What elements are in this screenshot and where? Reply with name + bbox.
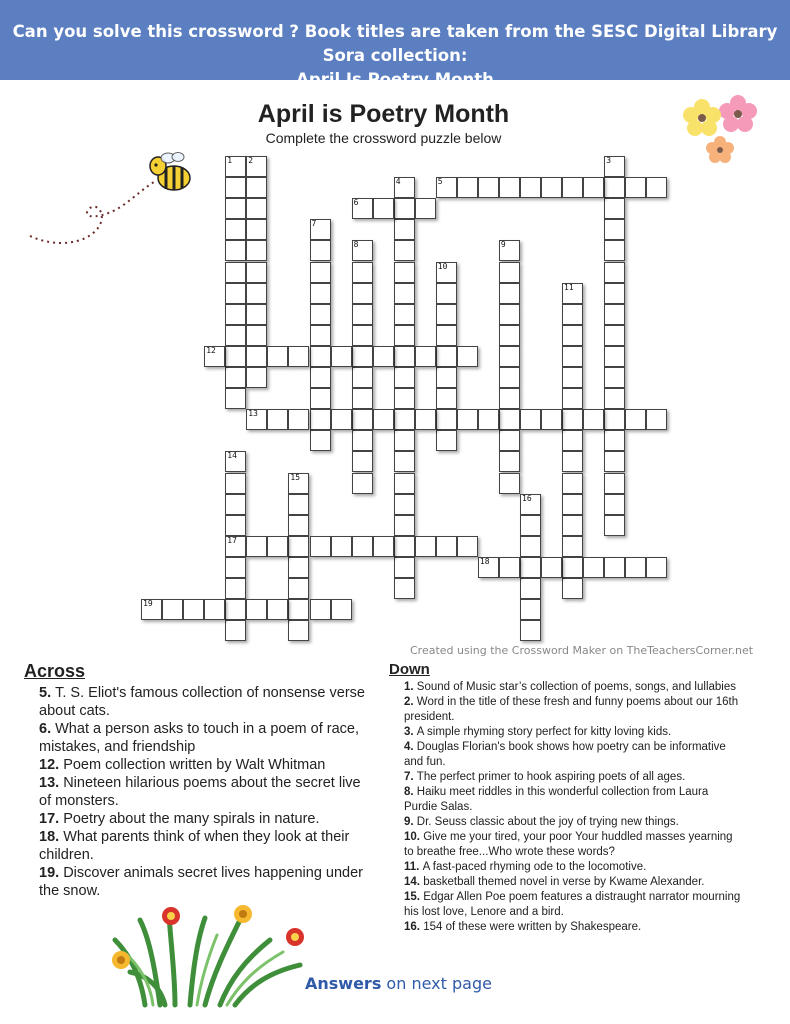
crossword-cell[interactable] <box>352 325 373 346</box>
crossword-cell[interactable] <box>246 219 267 240</box>
crossword-cell[interactable] <box>394 325 415 346</box>
crossword-cell[interactable] <box>267 346 288 367</box>
crossword-cell[interactable] <box>583 557 604 578</box>
crossword-cell[interactable] <box>499 177 520 198</box>
crossword-cell[interactable] <box>225 578 246 599</box>
down-clue <box>404 830 744 860</box>
crossword-cell[interactable] <box>310 430 331 451</box>
crossword-cell[interactable] <box>457 177 478 198</box>
crossword-cell[interactable] <box>352 240 373 261</box>
crossword-cell[interactable] <box>562 515 583 536</box>
clue-number: 11 <box>564 282 574 292</box>
crossword-cell[interactable] <box>415 346 436 367</box>
crossword-cell[interactable] <box>225 599 246 620</box>
crossword-cell[interactable] <box>394 219 415 240</box>
clue-text: A simple rhyming story perfect for kitty loving kids. <box>416 726 672 738</box>
clue-number: 6. <box>39 721 56 737</box>
crossword-cell[interactable] <box>288 578 309 599</box>
crossword-cell[interactable] <box>225 177 246 198</box>
clue-text: Give me your tired, your poor Your huddled masses yearning to breathe free...Who wrote these words? <box>404 831 733 858</box>
crossword-cell[interactable] <box>162 599 183 620</box>
clue-number: 7 <box>311 219 317 229</box>
crossword-cell[interactable] <box>394 283 415 304</box>
clue-number: 3 <box>606 156 612 165</box>
crossword-cell[interactable] <box>225 473 246 494</box>
clue-number: 10. <box>404 831 424 843</box>
clue-number: 17. <box>39 811 64 827</box>
crossword-cell[interactable] <box>394 240 415 261</box>
crossword-cell[interactable] <box>562 473 583 494</box>
crossword-cell[interactable] <box>352 473 373 494</box>
crossword-cell[interactable] <box>246 304 267 325</box>
crossword-cell[interactable] <box>394 430 415 451</box>
clue-number: 12 <box>206 345 216 355</box>
clue-number: 9. <box>404 816 417 828</box>
crossword-cell[interactable] <box>499 240 520 261</box>
crossword-cell[interactable] <box>267 599 288 620</box>
crossword-cell[interactable] <box>352 346 373 367</box>
clue-text: Word in the title of these fresh and funny poems about our 16th president. <box>404 696 739 723</box>
clue-number: 13. <box>39 775 64 791</box>
crossword-cell[interactable] <box>394 578 415 599</box>
crossword-cell[interactable] <box>310 409 331 430</box>
crossword-cell[interactable] <box>646 557 667 578</box>
clue-text: Douglas Florian's book shows how poetry can be informative and fun. <box>404 741 726 768</box>
clue-number: 4 <box>395 177 401 187</box>
clue-number: 1. <box>404 681 417 693</box>
down-clue <box>404 725 744 740</box>
across-clue <box>39 864 369 900</box>
crossword-cell[interactable] <box>625 557 646 578</box>
crossword-cell[interactable] <box>310 304 331 325</box>
crossword-cell[interactable] <box>436 430 457 451</box>
crossword-cell[interactable] <box>520 557 541 578</box>
crossword-cell[interactable] <box>331 409 352 430</box>
crossword-cell[interactable] <box>394 536 415 557</box>
crossword-cell[interactable] <box>499 409 520 430</box>
clue-number: 7. <box>404 771 417 783</box>
crossword-cell[interactable] <box>562 578 583 599</box>
crossword-cell[interactable] <box>520 515 541 536</box>
crossword-cell[interactable] <box>288 557 309 578</box>
crossword-cell[interactable] <box>604 304 625 325</box>
crossword-cell[interactable] <box>394 367 415 388</box>
crossword-cell[interactable] <box>246 536 267 557</box>
crossword-cell[interactable] <box>415 409 436 430</box>
crossword-cell[interactable] <box>394 388 415 409</box>
crossword-cell[interactable] <box>415 536 436 557</box>
crossword-cell[interactable] <box>246 599 267 620</box>
crossword-cell[interactable] <box>604 515 625 536</box>
crossword-cell[interactable] <box>520 536 541 557</box>
across-clue <box>39 756 369 774</box>
crossword-cell[interactable] <box>562 346 583 367</box>
crossword-cell[interactable] <box>352 536 373 557</box>
crossword-cell[interactable] <box>288 409 309 430</box>
crossword-cell[interactable] <box>604 346 625 367</box>
across-clue <box>39 684 369 720</box>
crossword-cell[interactable] <box>520 578 541 599</box>
crossword-cell[interactable] <box>204 599 225 620</box>
crossword-cell[interactable] <box>604 177 625 198</box>
crossword-cell[interactable] <box>520 494 541 515</box>
crossword-cell[interactable] <box>225 325 246 346</box>
clue-number: 10 <box>437 261 448 271</box>
clue-text: Haiku meet riddles in this wonderful collection from Laura Purdie Salas. <box>404 786 709 813</box>
crossword-cell[interactable] <box>225 283 246 304</box>
crossword-cell[interactable] <box>604 325 625 346</box>
across-heading: Across <box>24 661 86 681</box>
answers-note <box>305 974 492 993</box>
clue-number: 13 <box>248 409 258 419</box>
crossword-cell[interactable] <box>394 262 415 283</box>
crossword-cell[interactable] <box>562 304 583 325</box>
crossword-cell[interactable] <box>225 557 246 578</box>
crossword-cell[interactable] <box>394 409 415 430</box>
crossword-cell[interactable] <box>352 198 373 219</box>
crossword-cell[interactable] <box>373 409 394 430</box>
crossword-cell[interactable] <box>394 346 415 367</box>
crossword-cell[interactable] <box>288 599 309 620</box>
crossword-cell[interactable] <box>562 409 583 430</box>
clue-number: 8 <box>353 240 359 250</box>
crossword-cell[interactable] <box>604 198 625 219</box>
down-clue <box>404 695 744 725</box>
crossword-cell[interactable] <box>394 473 415 494</box>
crossword-cell[interactable] <box>225 198 246 219</box>
crossword-cell[interactable] <box>394 198 415 219</box>
crossword-cell[interactable] <box>436 409 457 430</box>
crossword-cell[interactable] <box>141 599 162 620</box>
crossword-cell[interactable] <box>288 536 309 557</box>
crossword-cell[interactable] <box>394 304 415 325</box>
crossword-cell[interactable] <box>246 325 267 346</box>
clue-text: The perfect primer to hook aspiring poets of all ages. <box>416 771 686 783</box>
crossword-cell[interactable] <box>373 536 394 557</box>
banner-line-2: April Is Poetry Month <box>296 70 494 89</box>
crossword-cell[interactable] <box>288 494 309 515</box>
clue-text: Sound of Music star’s collection of poems, songs, and lullabies <box>416 681 736 693</box>
crossword-cell[interactable] <box>225 494 246 515</box>
crossword-cell[interactable] <box>225 367 246 388</box>
crossword-cell[interactable] <box>267 409 288 430</box>
crossword-cell[interactable] <box>225 219 246 240</box>
crossword-cell[interactable] <box>246 198 267 219</box>
clue-number: 15 <box>290 472 301 482</box>
crossword-cell[interactable] <box>499 325 520 346</box>
clue-number: 1 <box>227 156 233 165</box>
credit-text: Created using the Crossword Maker on TheTeachersCorner.net <box>410 644 754 657</box>
across-clue <box>39 720 369 756</box>
crossword-cell[interactable] <box>373 346 394 367</box>
crossword-cell[interactable] <box>562 536 583 557</box>
crossword-cell[interactable] <box>436 262 457 283</box>
crossword-cell[interactable] <box>478 177 499 198</box>
crossword-cell[interactable] <box>246 283 267 304</box>
crossword-cell[interactable] <box>478 557 499 578</box>
crossword-cell[interactable] <box>331 346 352 367</box>
clue-text: What parents think of when they look at their children. <box>39 829 350 863</box>
crossword-cell[interactable] <box>246 367 267 388</box>
crossword-cell[interactable] <box>225 451 246 472</box>
crossword-cell[interactable] <box>457 536 478 557</box>
crossword-cell[interactable] <box>520 409 541 430</box>
crossword-cell[interactable] <box>604 262 625 283</box>
crossword-cell[interactable] <box>604 557 625 578</box>
clue-number: 18. <box>39 829 64 845</box>
crossword-cell[interactable] <box>352 283 373 304</box>
crossword-cell[interactable] <box>352 304 373 325</box>
crossword-cell[interactable] <box>562 388 583 409</box>
crossword-cell[interactable] <box>436 283 457 304</box>
crossword-cell[interactable] <box>394 494 415 515</box>
crossword-cell[interactable] <box>436 536 457 557</box>
clue-number: 19 <box>143 599 153 609</box>
crossword-cell[interactable] <box>310 325 331 346</box>
crossword-cell[interactable] <box>310 367 331 388</box>
across-clue-list <box>39 684 369 900</box>
crossword-cell[interactable] <box>604 473 625 494</box>
crossword-cell[interactable] <box>394 177 415 198</box>
down-clue <box>404 785 744 815</box>
crossword-cell[interactable] <box>436 177 457 198</box>
crossword-cell[interactable] <box>436 388 457 409</box>
clue-number: 9 <box>500 240 506 250</box>
crossword-cell[interactable] <box>225 156 246 177</box>
page-title: April is Poetry Month <box>257 100 510 128</box>
crossword-cell[interactable] <box>646 177 667 198</box>
crossword-cell[interactable] <box>310 262 331 283</box>
crossword-cell[interactable] <box>288 473 309 494</box>
crossword-cell[interactable] <box>562 367 583 388</box>
down-clue <box>404 680 744 695</box>
crossword-cell[interactable] <box>310 599 331 620</box>
clue-text: basketball themed novel in verse by Kwame Alexander. <box>423 876 705 888</box>
crossword-cell[interactable] <box>604 388 625 409</box>
across-clue <box>39 828 369 864</box>
crossword-cell[interactable] <box>562 557 583 578</box>
crossword-cell[interactable] <box>457 409 478 430</box>
banner-line-1: Can you solve this crossword ? Book titles are taken from the SESC Digital Library Sora collection: <box>12 22 778 65</box>
crossword-cell[interactable] <box>541 177 562 198</box>
down-clue-list <box>404 680 744 935</box>
clue-text: A fast-paced rhyming ode to the locomotive. <box>422 861 647 873</box>
clue-number: 19. <box>39 865 64 881</box>
crossword-cell[interactable] <box>604 494 625 515</box>
crossword-cell[interactable] <box>246 156 267 177</box>
clue-text: T. S. Eliot's famous collection of nonsense verse about cats. <box>39 685 365 719</box>
crossword-cell[interactable] <box>604 156 625 177</box>
crossword-cell[interactable] <box>583 177 604 198</box>
crossword-cell[interactable] <box>562 283 583 304</box>
clue-number: 8. <box>404 786 417 798</box>
crossword-cell[interactable] <box>415 198 436 219</box>
crossword-cell[interactable] <box>246 409 267 430</box>
clue-text: 154 of these were written by Shakespeare. <box>423 921 642 933</box>
crossword-cell[interactable] <box>352 367 373 388</box>
crossword-cell[interactable] <box>225 240 246 261</box>
crossword-cell[interactable] <box>520 620 541 641</box>
across-clue <box>39 810 369 828</box>
crossword-cell[interactable] <box>225 388 246 409</box>
crossword-cell[interactable] <box>352 409 373 430</box>
crossword-cell[interactable] <box>183 599 204 620</box>
crossword-cell[interactable] <box>352 388 373 409</box>
crossword-cell[interactable] <box>225 346 246 367</box>
crossword-cell[interactable] <box>520 177 541 198</box>
crossword-cell[interactable] <box>457 346 478 367</box>
clue-text: Poetry about the many spirals in nature. <box>63 811 320 827</box>
clue-number: 14. <box>404 876 424 888</box>
crossword-cell[interactable] <box>499 388 520 409</box>
crossword-cell[interactable] <box>331 599 352 620</box>
crossword-cell[interactable] <box>310 388 331 409</box>
crossword-cell[interactable] <box>499 451 520 472</box>
clue-number: 17 <box>227 535 237 545</box>
clue-number: 11. <box>404 861 423 873</box>
crossword-cell[interactable] <box>288 515 309 536</box>
crossword-cell[interactable] <box>562 177 583 198</box>
crossword-cell[interactable] <box>604 430 625 451</box>
crossword-cell[interactable] <box>541 409 562 430</box>
crossword-cell[interactable] <box>225 515 246 536</box>
clue-number: 18 <box>479 556 490 566</box>
crossword-cell[interactable] <box>499 262 520 283</box>
clue-text: Edgar Allen Poe poem features a distraught narrator mourning his lost love, Lenore and a bird. <box>404 891 741 918</box>
crossword-cell[interactable] <box>225 620 246 641</box>
clue-number: 2 <box>248 156 254 165</box>
across-clue <box>39 774 369 810</box>
crossword-cell[interactable] <box>646 409 667 430</box>
crossword-cell[interactable] <box>310 346 331 367</box>
crossword-cell[interactable] <box>499 430 520 451</box>
crossword-cell[interactable] <box>394 451 415 472</box>
crossword-cell[interactable] <box>562 430 583 451</box>
crossword-cell[interactable] <box>478 409 499 430</box>
crossword-cell[interactable] <box>204 346 225 367</box>
clue-text: Poem collection written by Walt Whitman <box>63 757 326 773</box>
crossword-cell[interactable] <box>288 620 309 641</box>
crossword-cell[interactable] <box>604 409 625 430</box>
crossword-cell[interactable] <box>499 473 520 494</box>
crossword-cell[interactable] <box>394 515 415 536</box>
clue-number: 5 <box>437 177 443 187</box>
clue-number: 12. <box>39 757 64 773</box>
crossword-cell[interactable] <box>520 599 541 620</box>
crossword-cell[interactable] <box>604 451 625 472</box>
clue-number: 14 <box>227 451 237 461</box>
crossword-cell[interactable] <box>310 536 331 557</box>
crossword-cell[interactable] <box>625 409 646 430</box>
crossword-cell[interactable] <box>310 283 331 304</box>
crossword-cell[interactable] <box>499 557 520 578</box>
clue-number: 15. <box>404 891 424 903</box>
answers-bold: Answers <box>305 974 382 993</box>
clue-number: 2. <box>404 696 417 708</box>
crossword-cell[interactable] <box>499 283 520 304</box>
crossword-cell[interactable] <box>225 536 246 557</box>
crossword-cell[interactable] <box>373 198 394 219</box>
crossword-cell[interactable] <box>225 262 246 283</box>
crossword-cell[interactable] <box>352 430 373 451</box>
crossword-cell[interactable] <box>562 494 583 515</box>
crossword-cell[interactable] <box>604 367 625 388</box>
down-clue <box>404 875 744 890</box>
crossword-cell[interactable] <box>604 219 625 240</box>
crossword-cell[interactable] <box>562 325 583 346</box>
crossword-cell[interactable] <box>499 346 520 367</box>
clue-number: 6 <box>353 198 359 208</box>
crossword-cell[interactable] <box>246 346 267 367</box>
crossword-cell[interactable] <box>583 409 604 430</box>
crossword-cell[interactable] <box>436 304 457 325</box>
crossword-cell[interactable] <box>499 367 520 388</box>
crossword-cell[interactable] <box>625 177 646 198</box>
clue-number: 16 <box>522 493 532 503</box>
crossword-cell[interactable] <box>394 557 415 578</box>
crossword-cell[interactable] <box>310 219 331 240</box>
crossword-cell[interactable] <box>436 325 457 346</box>
crossword-cell[interactable] <box>246 240 267 261</box>
crossword-cell[interactable] <box>246 262 267 283</box>
clue-text: Nineteen hilarious poems about the secret live of monsters. <box>39 775 361 809</box>
crossword-cell[interactable] <box>604 283 625 304</box>
down-heading: Down <box>389 661 430 678</box>
clue-number: 4. <box>404 741 417 753</box>
clue-text: Dr. Seuss classic about the joy of trying new things. <box>416 816 679 828</box>
crossword-cell[interactable] <box>225 304 246 325</box>
down-clue <box>404 770 744 785</box>
crossword-cell[interactable] <box>288 346 309 367</box>
clue-text: What a person asks to touch in a poem of race, mistakes, and friendship <box>39 721 359 755</box>
down-clue <box>404 920 744 935</box>
crossword-cell[interactable] <box>331 536 352 557</box>
crossword-cell[interactable] <box>541 557 562 578</box>
crossword-cell[interactable] <box>436 346 457 367</box>
clue-number: 16. <box>404 921 424 933</box>
down-clue <box>404 860 744 875</box>
down-clue <box>404 815 744 830</box>
crossword-cell[interactable] <box>246 177 267 198</box>
clue-number: 5. <box>39 685 56 701</box>
page-subtitle: Complete the crossword puzzle below <box>265 130 502 146</box>
crossword-cell[interactable] <box>562 451 583 472</box>
crossword-cell[interactable] <box>499 304 520 325</box>
down-clue <box>404 740 744 770</box>
crossword-cell[interactable] <box>310 240 331 261</box>
crossword-cell[interactable] <box>352 451 373 472</box>
down-clue <box>404 890 744 920</box>
crossword-cell[interactable] <box>436 367 457 388</box>
clue-text: Discover animals secret lives happening under the snow. <box>39 865 364 899</box>
crossword-cell[interactable] <box>604 240 625 261</box>
crossword-cell[interactable] <box>267 536 288 557</box>
answers-rest: on next page <box>381 974 492 993</box>
grass-flowers-icon <box>105 900 315 1010</box>
crossword-cell[interactable] <box>352 262 373 283</box>
clue-number: 3. <box>404 726 417 738</box>
